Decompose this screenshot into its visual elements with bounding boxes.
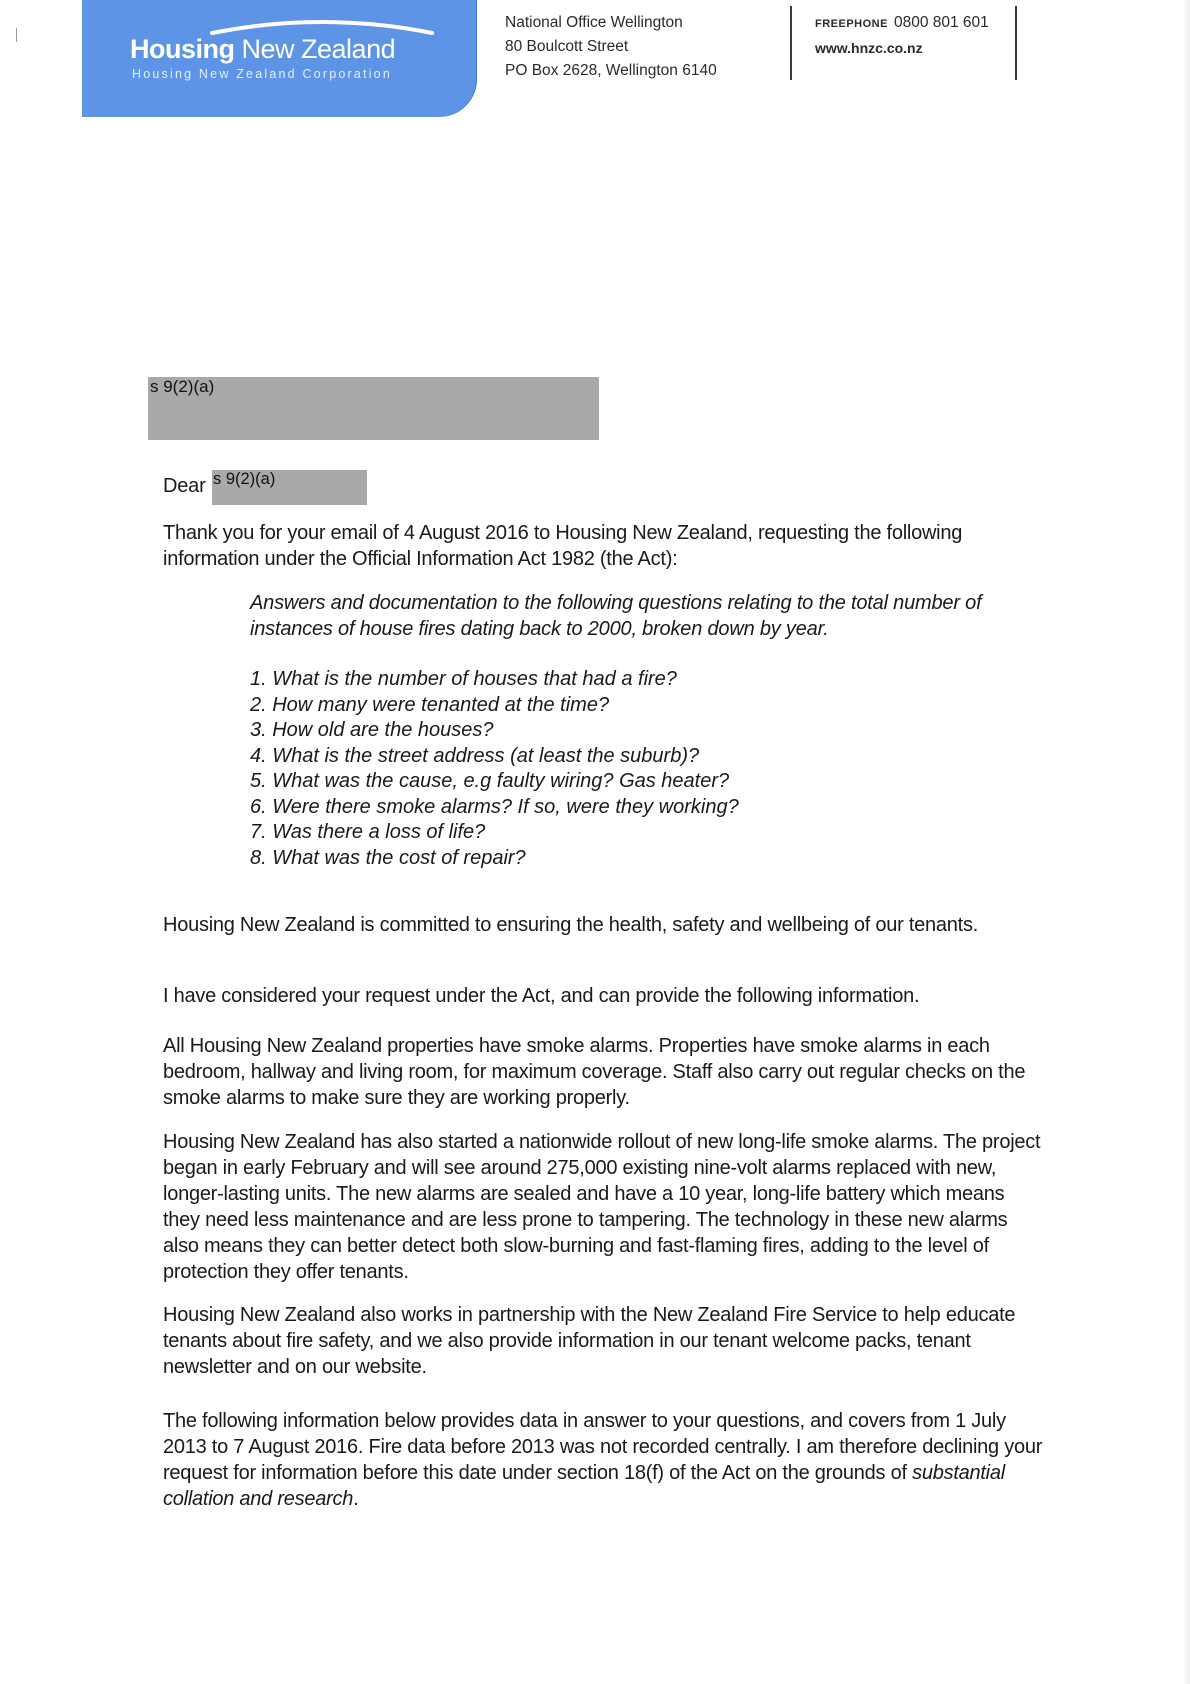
smoke-alarms-paragraph bbox=[163, 1033, 1043, 1111]
rollout-paragraph bbox=[163, 1129, 1043, 1285]
data-scope-text bbox=[163, 1408, 1043, 1512]
scan-artifact bbox=[16, 28, 19, 42]
question-list bbox=[250, 667, 739, 871]
rollout-text: Housing New Zealand has also started a nationwide rollout of new long-life smoke alarms. The project began in early February and will see around 275,000 existing nine-volt alarms replaced with new, longer-lasting units. The new alarms are sealed and have a 10 year, long-life battery which means they need less maintenance and are less prone to tampering. The technology in these new alarms also means they can better detect both slow-burning and fast-flaming fires, adding to the level of protection they offer tenants. bbox=[163, 1131, 1041, 1283]
question-item: 2. How many were tenanted at the time? bbox=[250, 693, 610, 716]
data-scope-main: The following information below provides data in answer to your questions, and covers from 1 July 2013 to 7 August 2016. Fire data before 2013 was not recorded centrally. I am therefore declining your request for information before this date under section 18(f) of the Act on the grounds of bbox=[163, 1410, 1043, 1484]
address-line: 80 Boulcott Street bbox=[505, 38, 629, 55]
header-divider bbox=[790, 6, 792, 80]
question-item: 5. What was the cause, e.g faulty wiring? Gas heater? bbox=[250, 770, 730, 792]
recipient-name-redaction bbox=[212, 470, 367, 505]
logo-title-light: New Zealand bbox=[241, 34, 396, 64]
question-item: 4. What is the street address (at least the suburb)? bbox=[250, 744, 700, 767]
page-edge bbox=[1182, 0, 1190, 1684]
salutation: Dear bbox=[163, 475, 206, 497]
question-item: 1. What is the number of houses that had a fire? bbox=[250, 668, 677, 690]
partnership-paragraph bbox=[163, 1302, 1043, 1380]
recipient-address-redaction bbox=[148, 377, 599, 440]
address-line: PO Box 2628, Wellington 6140 bbox=[505, 62, 717, 79]
address-line: National Office Wellington bbox=[505, 14, 683, 31]
intro-paragraph bbox=[163, 520, 1043, 572]
request-quote: Answers and documentation to the following questions relating to the total number of instances of house fires dating back to 2000, broken down by year. bbox=[250, 592, 982, 640]
logo-title-bold: Housing bbox=[130, 34, 235, 64]
logo-title bbox=[130, 34, 395, 65]
data-scope-italic: substantial collation and research bbox=[163, 1462, 1005, 1510]
intro-text: Thank you for your email of 4 August 2016 to Housing New Zealand, requesting the following information under the Official Information Act 1982 (the Act): bbox=[163, 522, 963, 570]
freephone-label: FREEPHONE bbox=[815, 18, 888, 30]
website-link[interactable]: www.hnzc.co.nz bbox=[815, 40, 923, 56]
office-address bbox=[505, 11, 717, 83]
question-item: 7. Was there a loss of life? bbox=[250, 821, 486, 843]
smoke-alarms-text: All Housing New Zealand properties have smoke alarms. Properties have smoke alarms in each bedroom, hallway and living room, for maximum coverage. Staff also carry out regular checks on the smoke alarms to make sure they are working properly. bbox=[163, 1035, 1026, 1109]
redaction-label: s 9(2)(a) bbox=[150, 377, 215, 396]
question-item: 6. Were there smoke alarms? If so, were they working? bbox=[250, 795, 739, 818]
logo-subtitle: Housing New Zealand Corporation bbox=[132, 67, 392, 81]
data-scope-paragraph bbox=[163, 1408, 1043, 1512]
redaction-label: s 9(2)(a) bbox=[213, 470, 276, 488]
freephone-line bbox=[815, 11, 989, 36]
hnz-logo bbox=[82, 0, 477, 117]
commitment-text: Housing New Zealand is committed to ensuring the health, safety and wellbeing of our tenants. bbox=[163, 914, 979, 936]
partnership-text: Housing New Zealand also works in partnership with the New Zealand Fire Service to help educate tenants about fire safety, and we also provide information in our tenant welcome packs, tenant newsletter and on our website. bbox=[163, 1304, 1016, 1378]
considered-text: I have considered your request under the Act, and can provide the following information. bbox=[163, 985, 920, 1007]
considered-paragraph bbox=[163, 983, 1043, 1009]
contact-details bbox=[815, 11, 989, 60]
question-item: 8. What was the cost of repair? bbox=[250, 846, 526, 869]
header-divider bbox=[1015, 6, 1017, 80]
commitment-paragraph bbox=[163, 912, 1043, 938]
question-item: 3. How old are the houses? bbox=[250, 719, 494, 741]
freephone-number: 0800 801 601 bbox=[893, 14, 989, 31]
data-scope-end: . bbox=[353, 1488, 359, 1510]
